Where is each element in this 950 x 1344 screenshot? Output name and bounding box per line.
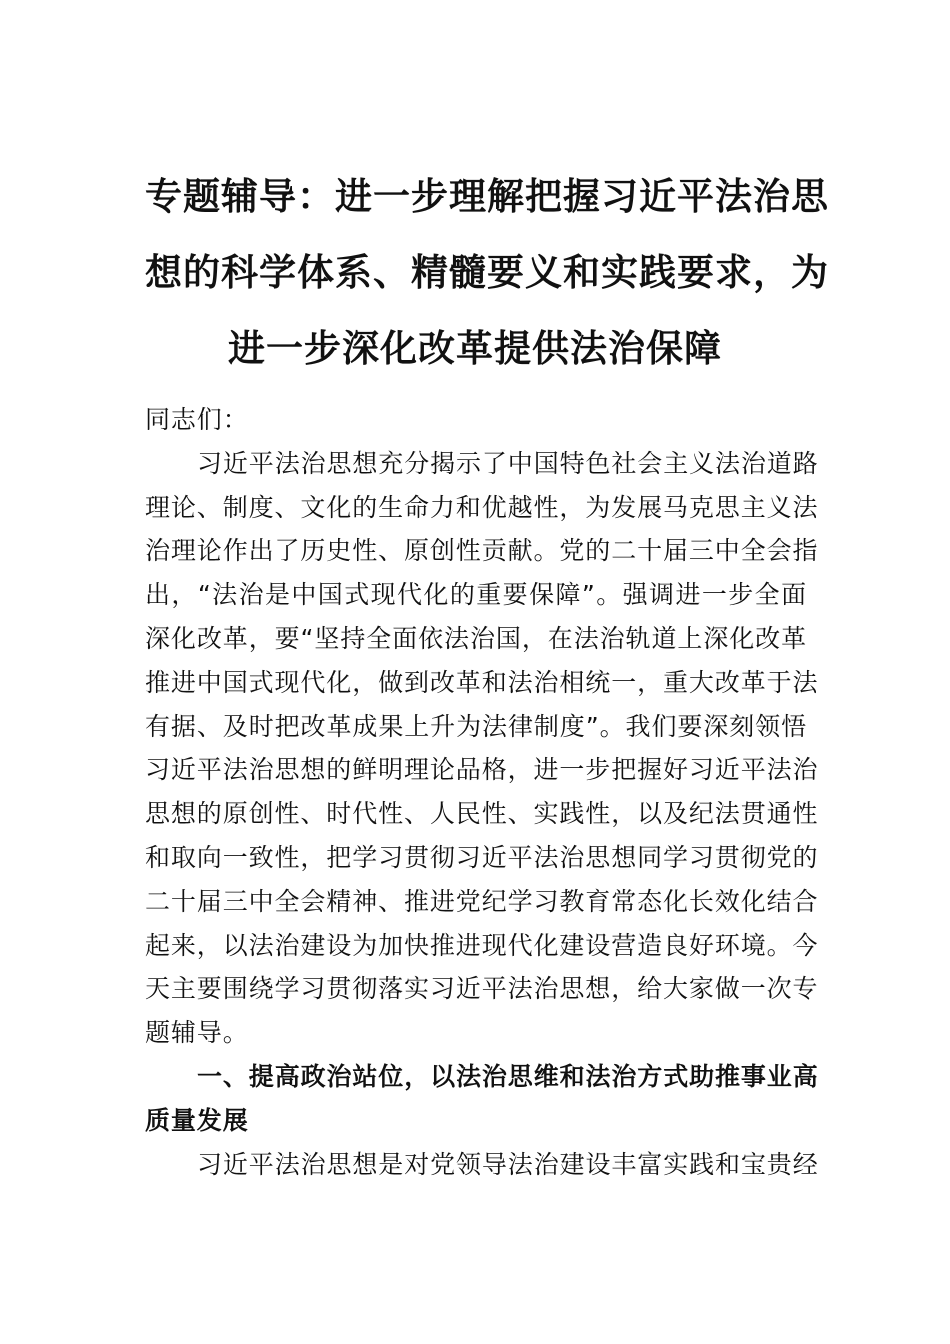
paragraph-line: 推进中国式现代化，做到改革和法治相统一，重大改革于法 [145, 667, 819, 697]
title-line: 专题辅导：进一步理解把握习近平法治思 [145, 174, 829, 218]
salutation: 同志们： [145, 405, 249, 434]
paragraph-line: 天主要围绕学习贯彻落实习近平法治思想，给大家做一次专 [145, 974, 819, 1004]
title-line: 想的科学体系、精髓要义和实践要求，为 [145, 250, 829, 294]
paragraph-line: 深化改革，要“坚持全面依法治国，在法治轨道上深化改革 [145, 623, 807, 653]
paragraph-line: 二十届三中全会精神、推进党纪学习教育常态化长效化结合 [145, 886, 819, 916]
intro-paragraph [145, 442, 819, 1055]
paragraph-line: 习近平法治思想的鲜明理论品格，进一步把握好习近平法治 [145, 755, 819, 785]
paragraph-line: 和取向一致性，把学习贯彻习近平法治思想同学习贯彻党的 [145, 842, 819, 872]
section-heading [145, 1055, 819, 1143]
heading-line: 一、提高政治站位，以法治思维和法治方式助推事业高 [197, 1061, 819, 1091]
paragraph-line: 思想的原创性、时代性、人民性、实践性，以及纪法贯通性 [145, 799, 819, 829]
paragraph-line: 有据、及时把改革成果上升为法律制度”。我们要深刻领悟 [145, 711, 807, 741]
paragraph-line: 出，“法治是中国式现代化的重要保障”。强调进一步全面 [145, 580, 807, 610]
paragraph-line: 习近平法治思想是对党领导法治建设丰富实践和宝贵经 [197, 1149, 819, 1179]
section-paragraph [145, 1143, 819, 1187]
paragraph-line: 习近平法治思想充分揭示了中国特色社会主义法治道路 [197, 448, 819, 478]
document-title [145, 158, 829, 386]
paragraph-line: 理论、制度、文化的生命力和优越性，为发展马克思主义法 [145, 492, 819, 522]
paragraph-line: 起来，以法治建设为加快推进现代化建设营造良好环境。今 [145, 930, 819, 960]
title-line: 进一步深化改革提供法治保障 [228, 326, 722, 370]
heading-line: 质量发展 [145, 1105, 249, 1135]
document-body [145, 398, 819, 1186]
paragraph-line: 题辅导。 [145, 1018, 249, 1048]
paragraph-line: 治理论作出了历史性、原创性贡献。党的二十届三中全会指 [145, 536, 819, 566]
